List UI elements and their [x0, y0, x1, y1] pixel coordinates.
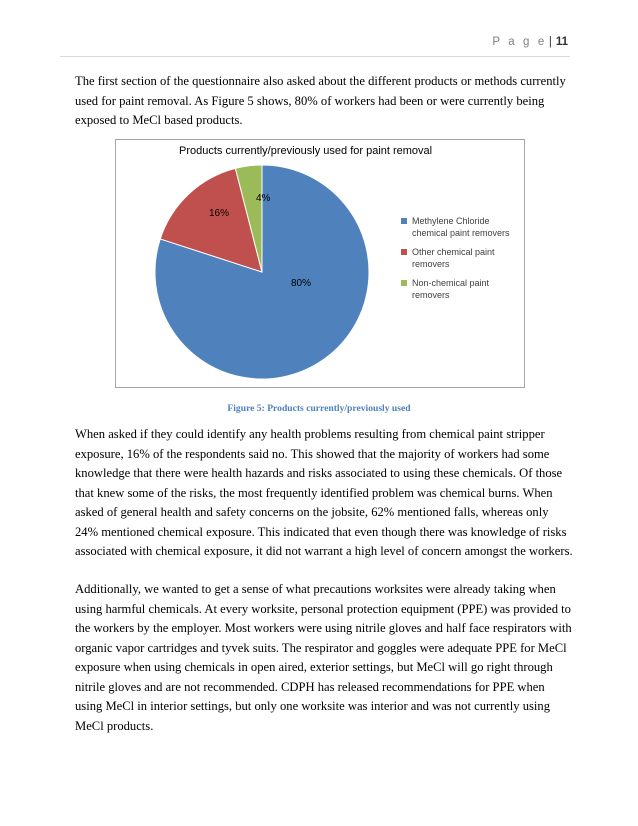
intro-paragraph: The first section of the questionnaire also asked about the different products or methods currently used for paint removal. As Figure 5 shows, 80% of workers had been or were currently being exposed to MeCl based products.: [75, 74, 566, 127]
chart-title: Products currently/previously used for paint removal: [179, 145, 433, 157]
legend-label-2-line-2: removers: [412, 259, 450, 269]
legend-swatch-1: [401, 218, 407, 224]
page-number-value: 11: [555, 36, 568, 48]
legend-label-1-line-2: chemical paint removers: [412, 228, 510, 238]
precautions-paragraph: Additionally, we wanted to get a sense of what precautions worksites were already taking when using harmful chemicals. At every worksite, personal protection equipment (PPE) was provided to the workers by the employer. Most workers were using nitrile gloves and half face respirators with organic vapor cartridges and tyvek suits. The respirator and goggles were adequate PPE for MeCl exposure when using chemicals in open aired, exterior settings, but MeCl will go right through nitrile gloves and are not recommended. CDPH has released recommendations for PPE when using MeCl in interior settings, but only one worksite was interior and was not currently using MeCl products.: [75, 582, 572, 733]
pie-chart: [116, 140, 524, 387]
page-number: [492, 36, 568, 48]
legend-label-2-line-1: Other chemical paint: [412, 247, 495, 257]
legend-label-1-line-1: Methylene Chloride: [412, 216, 490, 226]
pie-data-label-3: 4%: [256, 193, 271, 204]
pie-chart-frame: [115, 139, 525, 388]
pie-data-label-1: 80%: [291, 278, 312, 289]
legend-label-3-line-2: removers: [412, 290, 450, 300]
page-label: P a g e: [492, 36, 547, 48]
pie-data-label-2: 16%: [209, 208, 230, 219]
health-paragraph: When asked if they could identify any health problems resulting from chemical paint stripper exposure, 16% of the respondents said no. This showed that the majority of workers had some knowledge that there were health hazards and risks associated to using these chemicals. Of those that knew some of the risks, the most frequently identified problem was chemical burns. When asked of general health and safety concerns on the jobsite, 62% mentioned falls, whereas only 24% mentioned chemical exposure. This indicated that even though there was knowledge of risks associated with chemical exposure, it did not warrant a high level of concern amongst the workers.: [75, 427, 573, 558]
page-header: [60, 36, 570, 57]
figure-caption: Figure 5: Products currently/previously used: [227, 403, 411, 414]
legend-swatch-3: [401, 280, 407, 286]
page-number-separator: |: [548, 36, 552, 48]
legend-swatch-2: [401, 249, 407, 255]
legend-label-3-line-1: Non-chemical paint: [412, 278, 490, 288]
